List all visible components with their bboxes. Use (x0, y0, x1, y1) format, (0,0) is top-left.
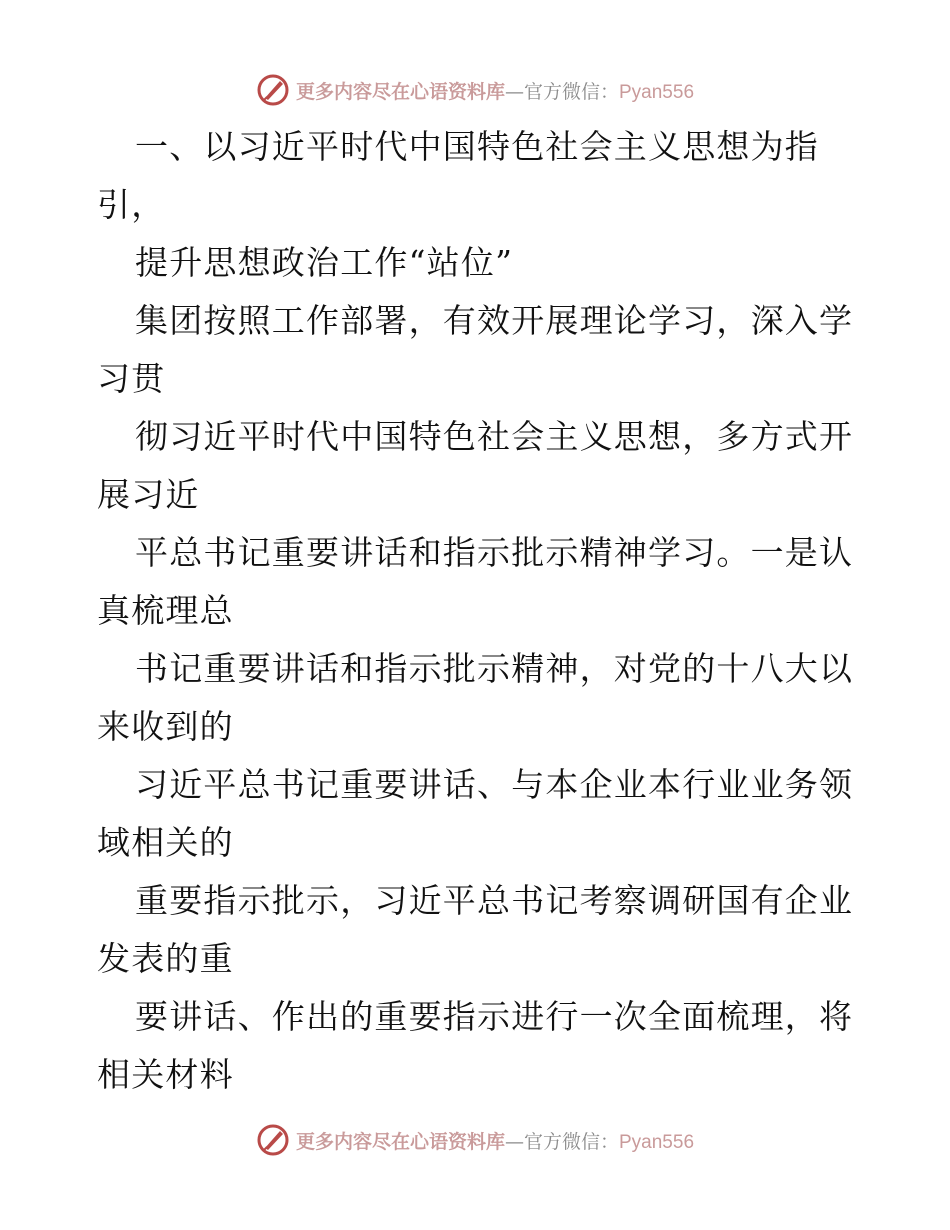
text-line: 真梳理总 (97, 591, 234, 630)
text-line: 习近平总书记重要讲话、与本企业本行业业务领 (135, 765, 854, 804)
text-line: 相关材料 (97, 1055, 234, 1094)
text-line: 彻习近平时代中国特色社会主义思想，多方式开 (135, 417, 854, 456)
text-line: 来收到的 (97, 707, 234, 746)
watermark-official-label: 官方微信： (523, 80, 619, 103)
text-line: 集团按照工作部署，有效开展理论学习，深入学 (135, 301, 854, 340)
text-line: 一、以习近平时代中国特色社会主义思想为指 (135, 127, 819, 166)
text-line: 发表的重 (97, 939, 234, 978)
header-watermark (0, 70, 950, 110)
document-body (97, 118, 857, 1104)
watermark-dash: — (504, 80, 524, 103)
footer-watermark (0, 1120, 950, 1160)
watermark-main-text: 更多内容尽在心语资料库 (295, 80, 505, 103)
watermark-dash: — (504, 1130, 524, 1153)
text-line: 书记重要讲话和指示批示精神，对党的十八大以 (135, 649, 854, 688)
text-line: 提升思想政治工作“站位” (135, 243, 514, 282)
text-line: 平总书记重要讲话和指示批示精神学习。一是认 (135, 533, 854, 572)
text-line: 引， (97, 185, 166, 224)
text-line: 展习近 (97, 475, 200, 514)
quill-pen-logo-icon (256, 73, 290, 107)
watermark-main-text: 更多内容尽在心语资料库 (295, 1130, 505, 1153)
text-line: 域相关的 (97, 823, 234, 862)
watermark-official-label: 官方微信： (523, 1130, 619, 1153)
text-line: 重要指示批示，习近平总书记考察调研国有企业 (135, 881, 854, 920)
text-line: 要讲话、作出的重要指示进行一次全面梳理，将 (135, 997, 854, 1036)
text-line: 习贯 (97, 359, 166, 398)
quill-pen-logo-icon (256, 1123, 290, 1157)
watermark-wechat-id: Pyan556 (619, 1131, 695, 1153)
watermark-wechat-id: Pyan556 (619, 81, 695, 103)
